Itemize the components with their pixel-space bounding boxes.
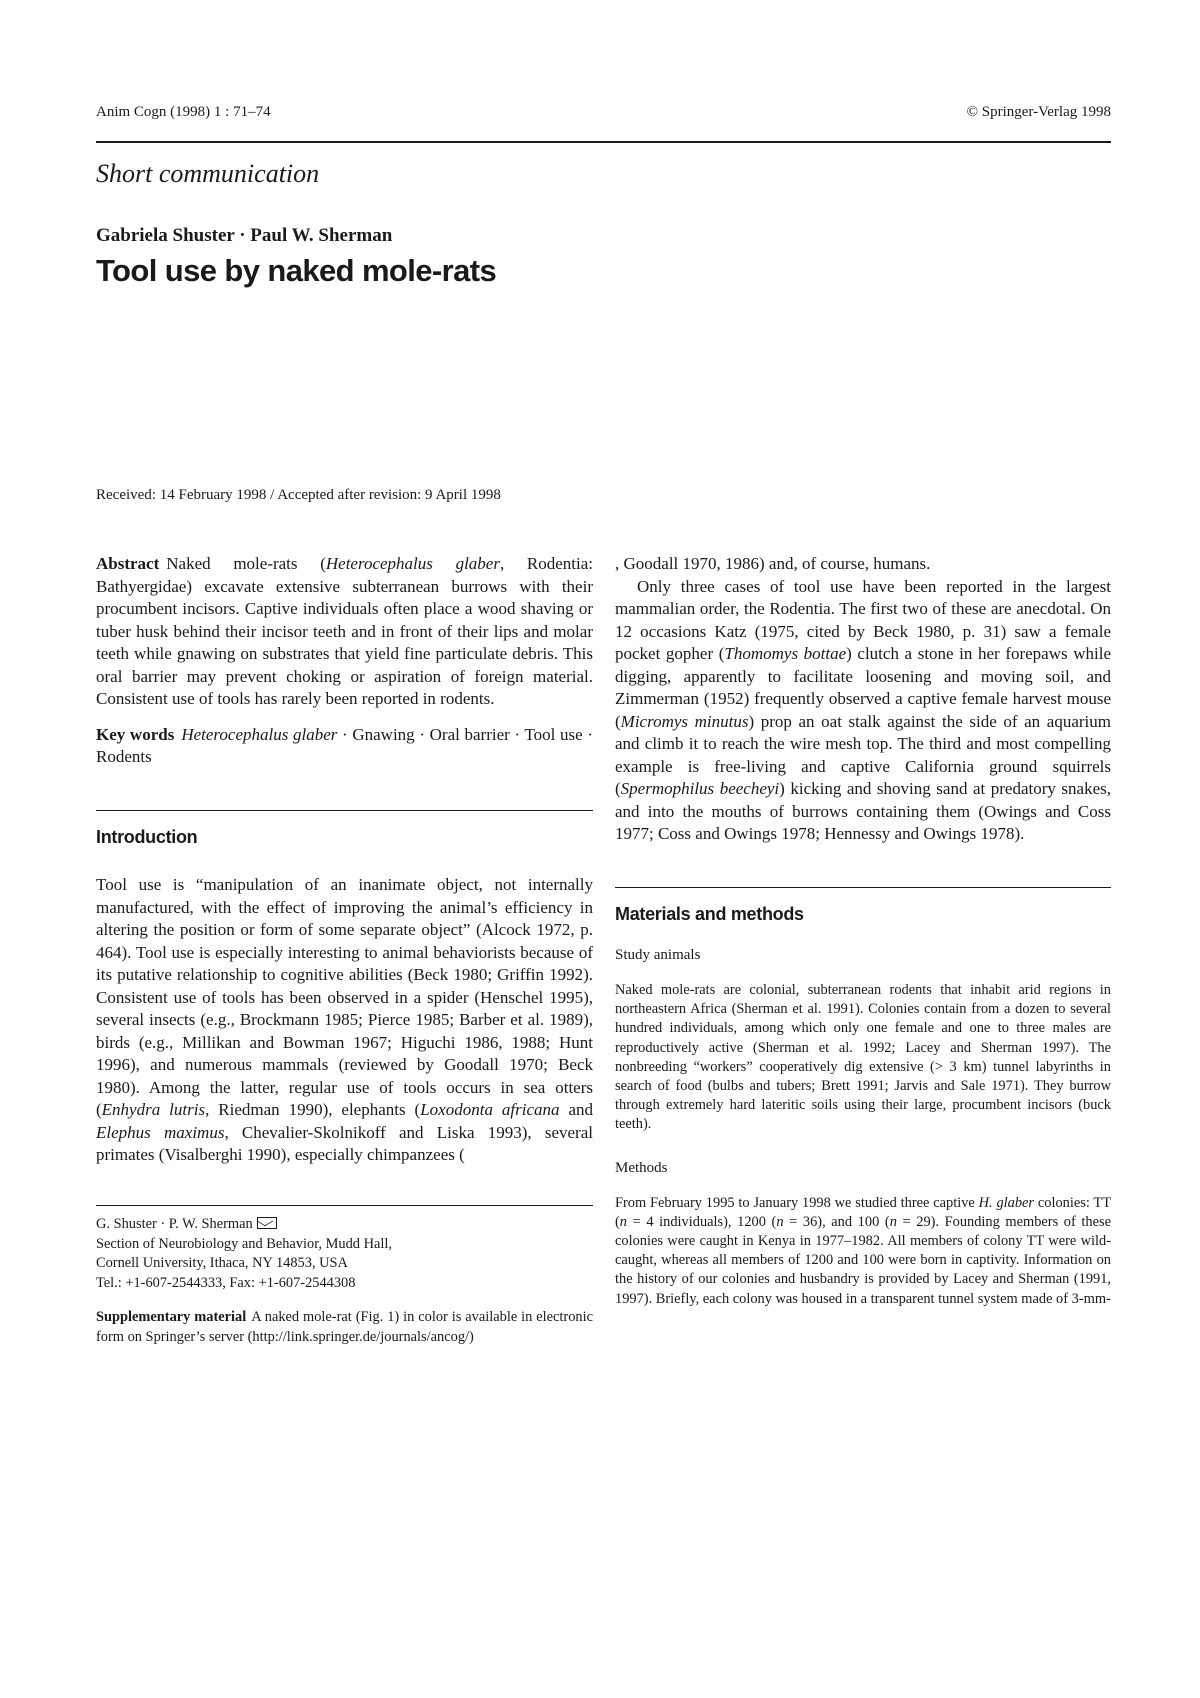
variable-n: n [776, 1213, 784, 1230]
author-affiliation [96, 1215, 593, 1293]
section-divider [615, 887, 1111, 889]
species-name: Loxodonta africana [420, 1100, 560, 1119]
copyright-notice: © Springer-Verlag 1998 [966, 104, 1111, 120]
study-animals-heading: Study animals [615, 947, 701, 963]
author-list: Gabriela Shuster · Paul W. Sherman [96, 225, 393, 246]
intro-text: Only three cases of tool use have been reported in the largest mammalian order, the Rodentia. The first two of these are anecdotal. On 12 occasions Katz (1975, cited by Beck 1980, p. 31) saw a female pocket gopher ( [615, 576, 1111, 663]
intro-text: ) kicking and shoving sand at predatory snakes, and into the mouths of burrows containing them (Owings and Coss 1977; Coss and Owings 1978; Hennessy and Owings 1978). [615, 779, 1111, 843]
intro-text: , Riedman 1990), elephants ( [205, 1100, 421, 1119]
methods-paragraph [615, 1194, 1111, 1309]
right-column [615, 553, 1111, 1309]
keywords-heading: Key words [96, 724, 175, 744]
species-name: Enhydra lutris [101, 1100, 206, 1119]
intro-text: , Chevalier-Skolnikoff and Liska 1993), several primates (Visalberghi 1990), especially chimpanzees ( [96, 1122, 593, 1164]
journal-reference: Anim Cogn (1998) 1 : 71–74 [96, 104, 271, 120]
methods-text: = 4 individuals), 1200 ( [627, 1213, 777, 1230]
abstract-text: , Rodentia: Bathyergidae) excavate extensive subterranean burrows with their procumbent incisors. Captive individuals often place a wood shaving or tuber husk behind their incisor teeth and in front of their lips and molar teeth while gnawing on substrates that yield fine particulate debris. This oral barrier may prevent choking or aspiration of foreign material. Consistent use of tools has rarely been reported in rodents. [96, 554, 593, 708]
affiliation-address: Cornell University, Ithaca, NY 14853, USA [96, 1255, 348, 1271]
supplementary-text: A naked mole-rat (Fig. 1) in color is available in electronic form on Springer’s server (http://link.springer.de/journals/ancog/) [96, 1309, 593, 1345]
header-divider [96, 141, 1111, 143]
affiliation-phone: Tel.: +1-607-2544333, Fax: +1-607-2544308 [96, 1274, 356, 1291]
section-divider [96, 810, 593, 812]
envelope-icon [257, 1217, 277, 1229]
supplementary-note [96, 1308, 593, 1347]
species-name: H. glaber [978, 1194, 1035, 1211]
keyword-list: · Gnawing · Oral barrier · Tool use · Rodents [96, 724, 594, 766]
article-title: Tool use by naked mole-rats [96, 253, 497, 288]
intro-text: ) prop an oat stalk against the side of an aquarium and climb it to reach the wire mesh top. The third and most compelling example is free-living and captive California ground squirrels ( [615, 711, 1111, 798]
variable-n: n [619, 1213, 627, 1230]
affiliation-names-line [96, 1215, 593, 1235]
methods-text: colonies: TT ( [615, 1194, 1111, 1230]
species-name: Thomomys bottae [724, 644, 847, 663]
affiliation-address: Section of Neurobiology and Behavior, Mudd Hall, [96, 1235, 392, 1252]
left-column [96, 553, 593, 1347]
affiliation-names: G. Shuster · P. W. Sherman [96, 1216, 253, 1232]
species-name: Micromys minutus [620, 711, 749, 731]
species-name: Heterocephalus glaber [325, 554, 500, 573]
introduction-paragraph [615, 576, 1111, 846]
methods-subheading: Methods [615, 1159, 668, 1176]
methods-heading: Materials and methods [615, 904, 804, 924]
abstract-heading: Abstract [96, 554, 160, 573]
introduction-heading: Introduction [96, 827, 198, 847]
study-animals-paragraph: Naked mole-rats are colonial, subterranean rodents that inhabit arid regions in northeastern Africa (Sherman et al. 1991). Colonies contain from a dozen to several hundred individuals, among which only one female and one to three males are reproductively active (Sherman et al. 1992; Lacey and Sherman 1997). The nonbreeding “workers” cooperatively dig extensive (> 3 km) tunnel labyrinths in search of food (bulbs and tubers; Brett 1991; Jarvis and Sale 1971). They burrow through extremely hard lateritic soils using their large, procumbent incisors (buck teeth). [615, 982, 1111, 1133]
abstract-text: Naked mole-rats ( [166, 554, 326, 573]
keyword-species: Heterocephalus glaber [181, 724, 338, 744]
species-name: Spermophilus beecheyi [620, 779, 780, 798]
intro-text: , Goodall 1970, 1986) and, of course, humans. [615, 554, 931, 573]
keywords [96, 724, 593, 769]
intro-text: and [559, 1100, 593, 1119]
introduction-paragraph [96, 874, 593, 1167]
introduction-paragraph-continued [615, 553, 1111, 576]
received-dates: Received: 14 February 1998 / Accepted after revision: 9 April 1998 [96, 487, 501, 503]
abstract [96, 553, 593, 711]
article-type: Short communication [96, 159, 320, 188]
footnote-divider [96, 1205, 593, 1207]
intro-text: ) clutch a stone in her forepaws while digging, apparently to facilitate loosening and moving soil, and Zimmerman (1952) frequently observed a captive female harvest mouse ( [615, 644, 1111, 731]
intro-text: Tool use is “manipulation of an inanimate object, not internally manufactured, with the effect of improving the animal’s efficiency in altering the position or form of some separate object” (Alcock 1972, p. 464). Tool use is especially interesting to animal behaviorists because of its putative relationship to cognitive abilities (Beck 1980; Griffin 1992). Consistent use of tools has been observed in a spider (Henschel 1995), several insects (e.g., Brockmann 1985; Pierce 1985; Barber et al. 1989), birds (e.g., Millikan and Bowman 1967; Higuchi 1986, 1988; Hunt 1996), and numerous mammals (reviewed by Goodall 1970; Beck 1980). Among the latter, regular use of tools occurs in sea otters ( [96, 875, 593, 1119]
supplementary-heading: Supplementary material [96, 1309, 247, 1325]
species-name: Elephus maximus [96, 1122, 225, 1142]
methods-text: From February 1995 to January 1998 we studied three captive [615, 1194, 979, 1211]
variable-n: n [889, 1213, 897, 1230]
methods-text: = 29). Founding members of these colonies were caught in Kenya in 1977–1982. All members of colony TT were wild-caught, whereas all members of 1200 and 100 were born in captivity. Information on the history of our colonies and husbandry is provided by Lacey and Sherman (1991, 1997). Briefly, each colony was housed in a transparent tunnel system made of 3-mm- [615, 1213, 1111, 1307]
methods-text: = 36), and 100 ( [783, 1213, 890, 1230]
